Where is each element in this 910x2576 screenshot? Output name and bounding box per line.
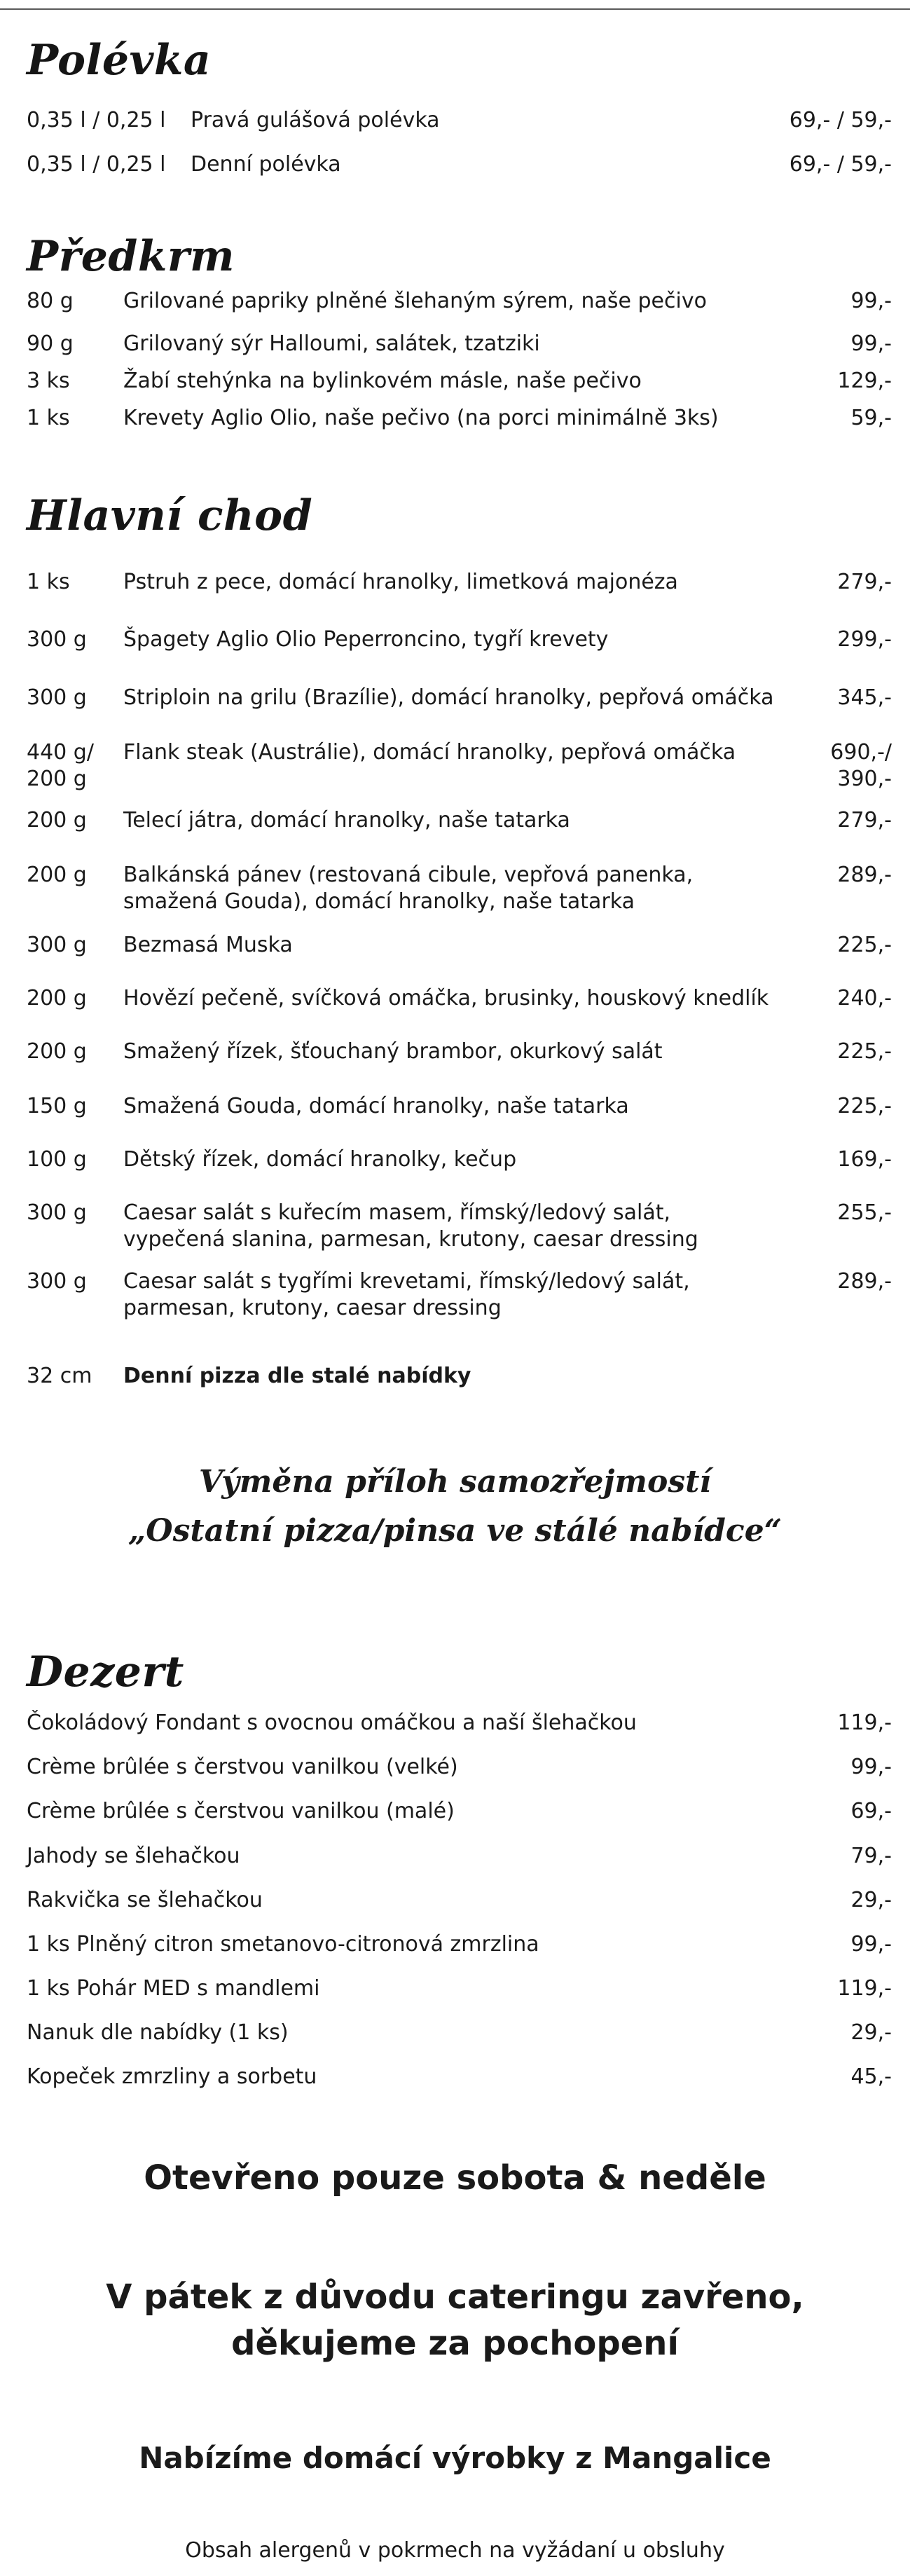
item-quantity: 32 cm xyxy=(27,1364,92,1388)
item-quantity: 3 ks xyxy=(27,369,70,393)
item-quantity: 200 g xyxy=(27,808,87,833)
item-price: 279,- xyxy=(837,570,892,594)
item-name: Denní polévka xyxy=(191,152,341,177)
item-price: 119,- xyxy=(837,1976,892,2001)
item-name: Žabí stehýnka na bylinkovém másle, naše pečivo xyxy=(123,369,642,393)
item-quantity: 100 g xyxy=(27,1147,87,1172)
item-quantity: 0,35 l / 0,25 l xyxy=(27,108,166,132)
item-price: 289,- xyxy=(837,1269,892,1294)
item-name: Crème brûlée s čerstvou vanilkou (velké) xyxy=(27,1755,458,1779)
item-name: Jahody se šlehačkou xyxy=(27,1844,240,1868)
allergen-notice: Obsah alergenů v pokrmech na vyžádaní u obsluhy xyxy=(185,2538,725,2563)
item-name: Balkánská pánev (restovaná cibule, vepřová panenka, smažená Gouda), domácí hranolky, naše tatarka xyxy=(123,863,694,914)
item-name: Čokoládový Fondant s ovocnou omáčkou a naší šlehačkou xyxy=(27,1711,637,1735)
item-name: 1 ks Plněný citron smetanovo-citronová zmrzlina xyxy=(27,1932,539,1957)
item-price: 225,- xyxy=(837,1039,892,1064)
item-quantity: 150 g xyxy=(27,1094,87,1118)
item-name: Dětský řízek, domácí hranolky, kečup xyxy=(123,1147,517,1172)
item-price: 69,- / 59,- xyxy=(789,152,892,177)
item-name: Denní pizza dle stalé nabídky xyxy=(123,1364,471,1388)
item-name: Pravá gulášová polévka xyxy=(191,108,440,132)
closure-notice-line2: děkujeme za pochopení xyxy=(231,2324,679,2363)
item-quantity: 200 g xyxy=(27,986,87,1010)
item-price: 299,- xyxy=(837,627,892,652)
item-name: Flank steak (Austrálie), domácí hranolky, pepřová omáčka xyxy=(123,740,736,765)
item-name: Crème brûlée s čerstvou vanilkou (malé) xyxy=(27,1799,455,1823)
item-quantity: 440 g/ 200 g xyxy=(27,740,94,791)
item-price: 45,- xyxy=(850,2064,892,2089)
closure-notice-line1: V pátek z důvodu cateringu zavřeno, xyxy=(106,2277,804,2317)
section-heading-starter: Předkrm xyxy=(27,232,235,281)
item-price: 240,- xyxy=(837,986,892,1010)
item-price: 225,- xyxy=(837,933,892,957)
item-quantity: 300 g xyxy=(27,627,87,652)
item-price: 99,- xyxy=(850,289,892,313)
item-name: Grilovaný sýr Halloumi, salátek, tzatziki xyxy=(123,331,540,356)
item-price: 59,- xyxy=(850,406,892,430)
item-quantity: 200 g xyxy=(27,1039,87,1064)
item-name: Caesar salát s kuřecím masem, římský/ledový salát, vypečená slanina, parmesan, krutony, caesar dressing xyxy=(123,1200,698,1252)
item-name: Striploin na grilu (Brazílie), domácí hranolky, pepřová omáčka xyxy=(123,685,774,710)
item-name: Smažená Gouda, domácí hranolky, naše tatarka xyxy=(123,1094,629,1118)
item-name: 1 ks Pohár MED s mandlemi xyxy=(27,1976,320,2001)
item-quantity: 0,35 l / 0,25 l xyxy=(27,152,166,177)
item-name: Caesar salát s tygřími krevetami, římský/ledový salát, parmesan, krutony, caesar dressing xyxy=(123,1269,690,1320)
item-price: 69,- / 59,- xyxy=(789,108,892,132)
item-price: 289,- xyxy=(837,863,892,887)
item-quantity: 300 g xyxy=(27,933,87,957)
item-name: Rakvička se šlehačkou xyxy=(27,1888,263,1912)
item-price: 345,- xyxy=(837,685,892,710)
item-quantity: 200 g xyxy=(27,863,87,887)
item-price: 690,-/ 390,- xyxy=(830,740,892,791)
item-name: Krevety Aglio Olio, naše pečivo (na porci minimálně 3ks) xyxy=(123,406,719,430)
item-price: 29,- xyxy=(850,1888,892,1912)
item-price: 129,- xyxy=(837,369,892,393)
item-name: Bezmasá Muska xyxy=(123,933,293,957)
mangalica-notice: Nabízíme domácí výrobky z Mangalice xyxy=(139,2441,771,2475)
item-price: 69,- xyxy=(850,1799,892,1823)
section-heading-main: Hlavní chod xyxy=(27,491,313,540)
item-quantity: 300 g xyxy=(27,1200,87,1225)
item-quantity: 1 ks xyxy=(27,406,70,430)
item-price: 29,- xyxy=(850,2020,892,2045)
item-price: 225,- xyxy=(837,1094,892,1118)
item-price: 279,- xyxy=(837,808,892,833)
item-quantity: 300 g xyxy=(27,1269,87,1294)
opening-hours-notice: Otevřeno pouze sobota & neděle xyxy=(144,2158,766,2198)
item-name: Špagety Aglio Olio Peperroncino, tygří krevety xyxy=(123,627,609,652)
item-name: Smažený řízek, šťouchaný brambor, okurkový salát xyxy=(123,1039,663,1064)
item-quantity: 300 g xyxy=(27,685,87,710)
item-name: Telecí játra, domácí hranolky, naše tatarka xyxy=(123,808,570,833)
item-price: 99,- xyxy=(850,1755,892,1779)
item-name: Nanuk dle nabídky (1 ks) xyxy=(27,2020,289,2045)
item-price: 255,- xyxy=(837,1200,892,1225)
item-quantity: 1 ks xyxy=(27,570,70,594)
item-price: 79,- xyxy=(850,1844,892,1868)
item-quantity: 90 g xyxy=(27,331,74,356)
item-price: 169,- xyxy=(837,1147,892,1172)
item-name: Pstruh z pece, domácí hranolky, limetková majonéza xyxy=(123,570,678,594)
item-name: Kopeček zmrzliny a sorbetu xyxy=(27,2064,317,2089)
item-quantity: 80 g xyxy=(27,289,74,313)
pizza-note: „Ostatní pizza/pinsa ve stálé nabídce“ xyxy=(127,1513,783,1549)
item-price: 99,- xyxy=(850,331,892,356)
side-dish-note: Výměna příloh samozřejmostí xyxy=(198,1464,712,1500)
top-divider xyxy=(0,8,910,10)
item-name: Hovězí pečeně, svíčková omáčka, brusinky, houskový knedlík xyxy=(123,986,769,1010)
item-name: Grilované papriky plněné šlehaným sýrem, naše pečivo xyxy=(123,289,707,313)
section-heading-dessert: Dezert xyxy=(27,1647,184,1697)
item-price: 99,- xyxy=(850,1932,892,1957)
section-heading-soup: Polévka xyxy=(27,36,212,85)
item-price: 119,- xyxy=(837,1711,892,1735)
